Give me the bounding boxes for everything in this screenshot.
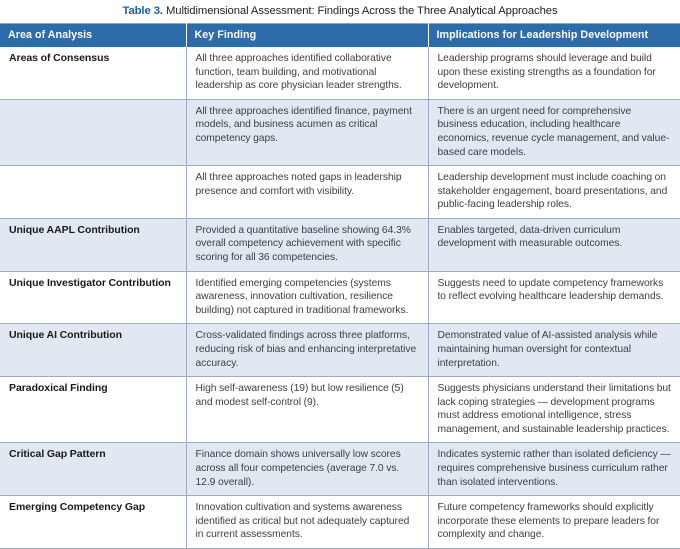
cell-area — [0, 99, 186, 165]
cell-key-finding: Identified emerging competencies (systems awareness, innovation cultivation, resilience building) not captured in traditional frameworks. — [186, 271, 428, 324]
cell-implication: There is an urgent need for comprehensive business education, including healthcare economics, revenue cycle management, and value-based care models. — [428, 99, 680, 165]
table-caption — [0, 0, 680, 23]
table-row — [0, 99, 680, 165]
cell-key-finding: Cross-validated findings across three platforms, reducing risk of bias and enhancing interpretative accuracy. — [186, 324, 428, 377]
cell-area — [0, 166, 186, 219]
cell-key-finding: Innovation cultivation and systems awareness identified as critical but not adequately captured in current assessments. — [186, 496, 428, 549]
cell-key-finding: Provided a quantitative baseline showing 64.3% overall competency achievement with specific scoring for all 36 competencies. — [186, 218, 428, 271]
table-row — [0, 443, 680, 496]
cell-implication: Future competency frameworks should explicitly incorporate these elements to prepare leaders for complexity and change. — [428, 496, 680, 549]
column-header-key-finding: Key Finding — [186, 24, 428, 48]
column-header-implications: Implications for Leadership Development — [428, 24, 680, 48]
cell-implication: Suggests physicians understand their limitations but lack coping strategies — development programs must address emotional intelligence, stress management, and sustainable leadership practices. — [428, 377, 680, 443]
cell-key-finding: All three approaches identified finance, payment models, and business acumen as critical competency gaps. — [186, 99, 428, 165]
cell-key-finding: All three approaches noted gaps in leadership presence and comfort with visibility. — [186, 166, 428, 219]
column-header-area-of-analysis: Area of Analysis — [0, 24, 186, 48]
cell-key-finding: All three approaches identified collaborative function, team building, and motivational leadership as core physician leader strengths. — [186, 47, 428, 99]
cell-area: Areas of Consensus — [0, 47, 186, 99]
table-row — [0, 324, 680, 377]
cell-area: Unique AI Contribution — [0, 324, 186, 377]
cell-implication: Enables targeted, data-driven curriculum development with measurable outcomes. — [428, 218, 680, 271]
cell-area: Paradoxical Finding — [0, 377, 186, 443]
table-row — [0, 166, 680, 219]
table-row — [0, 218, 680, 271]
table-body — [0, 47, 680, 548]
caption-label: Table 3. — [122, 5, 163, 17]
table-row — [0, 47, 680, 99]
table-header — [0, 24, 680, 48]
cell-implication: Demonstrated value of AI-assisted analysis while maintaining human oversight for contextual interpretation. — [428, 324, 680, 377]
table-row — [0, 377, 680, 443]
cell-implication: Leadership programs should leverage and build upon these existing strengths as a foundation for development. — [428, 47, 680, 99]
header-row — [0, 24, 680, 48]
cell-area: Unique AAPL Contribution — [0, 218, 186, 271]
caption-text: Multidimensional Assessment: Findings Across the Three Analytical Approaches — [162, 5, 558, 17]
cell-key-finding: Finance domain shows universally low scores across all four competencies (average 7.0 vs. 12.9 overall). — [186, 443, 428, 496]
findings-table — [0, 23, 680, 549]
cell-key-finding: High self-awareness (19) but low resilience (5) and modest self-control (9). — [186, 377, 428, 443]
table-row — [0, 271, 680, 324]
cell-area: Emerging Competency Gap — [0, 496, 186, 549]
cell-implication: Leadership development must include coaching on stakeholder engagement, board presentations, and public-facing leadership roles. — [428, 166, 680, 219]
cell-area: Critical Gap Pattern — [0, 443, 186, 496]
cell-area: Unique Investigator Contribution — [0, 271, 186, 324]
cell-implication: Suggests need to update competency frameworks to reflect evolving healthcare leadership demands. — [428, 271, 680, 324]
table-row — [0, 496, 680, 549]
cell-implication: Indicates systemic rather than isolated deficiency — requires comprehensive business curriculum rather than isolated interventions. — [428, 443, 680, 496]
